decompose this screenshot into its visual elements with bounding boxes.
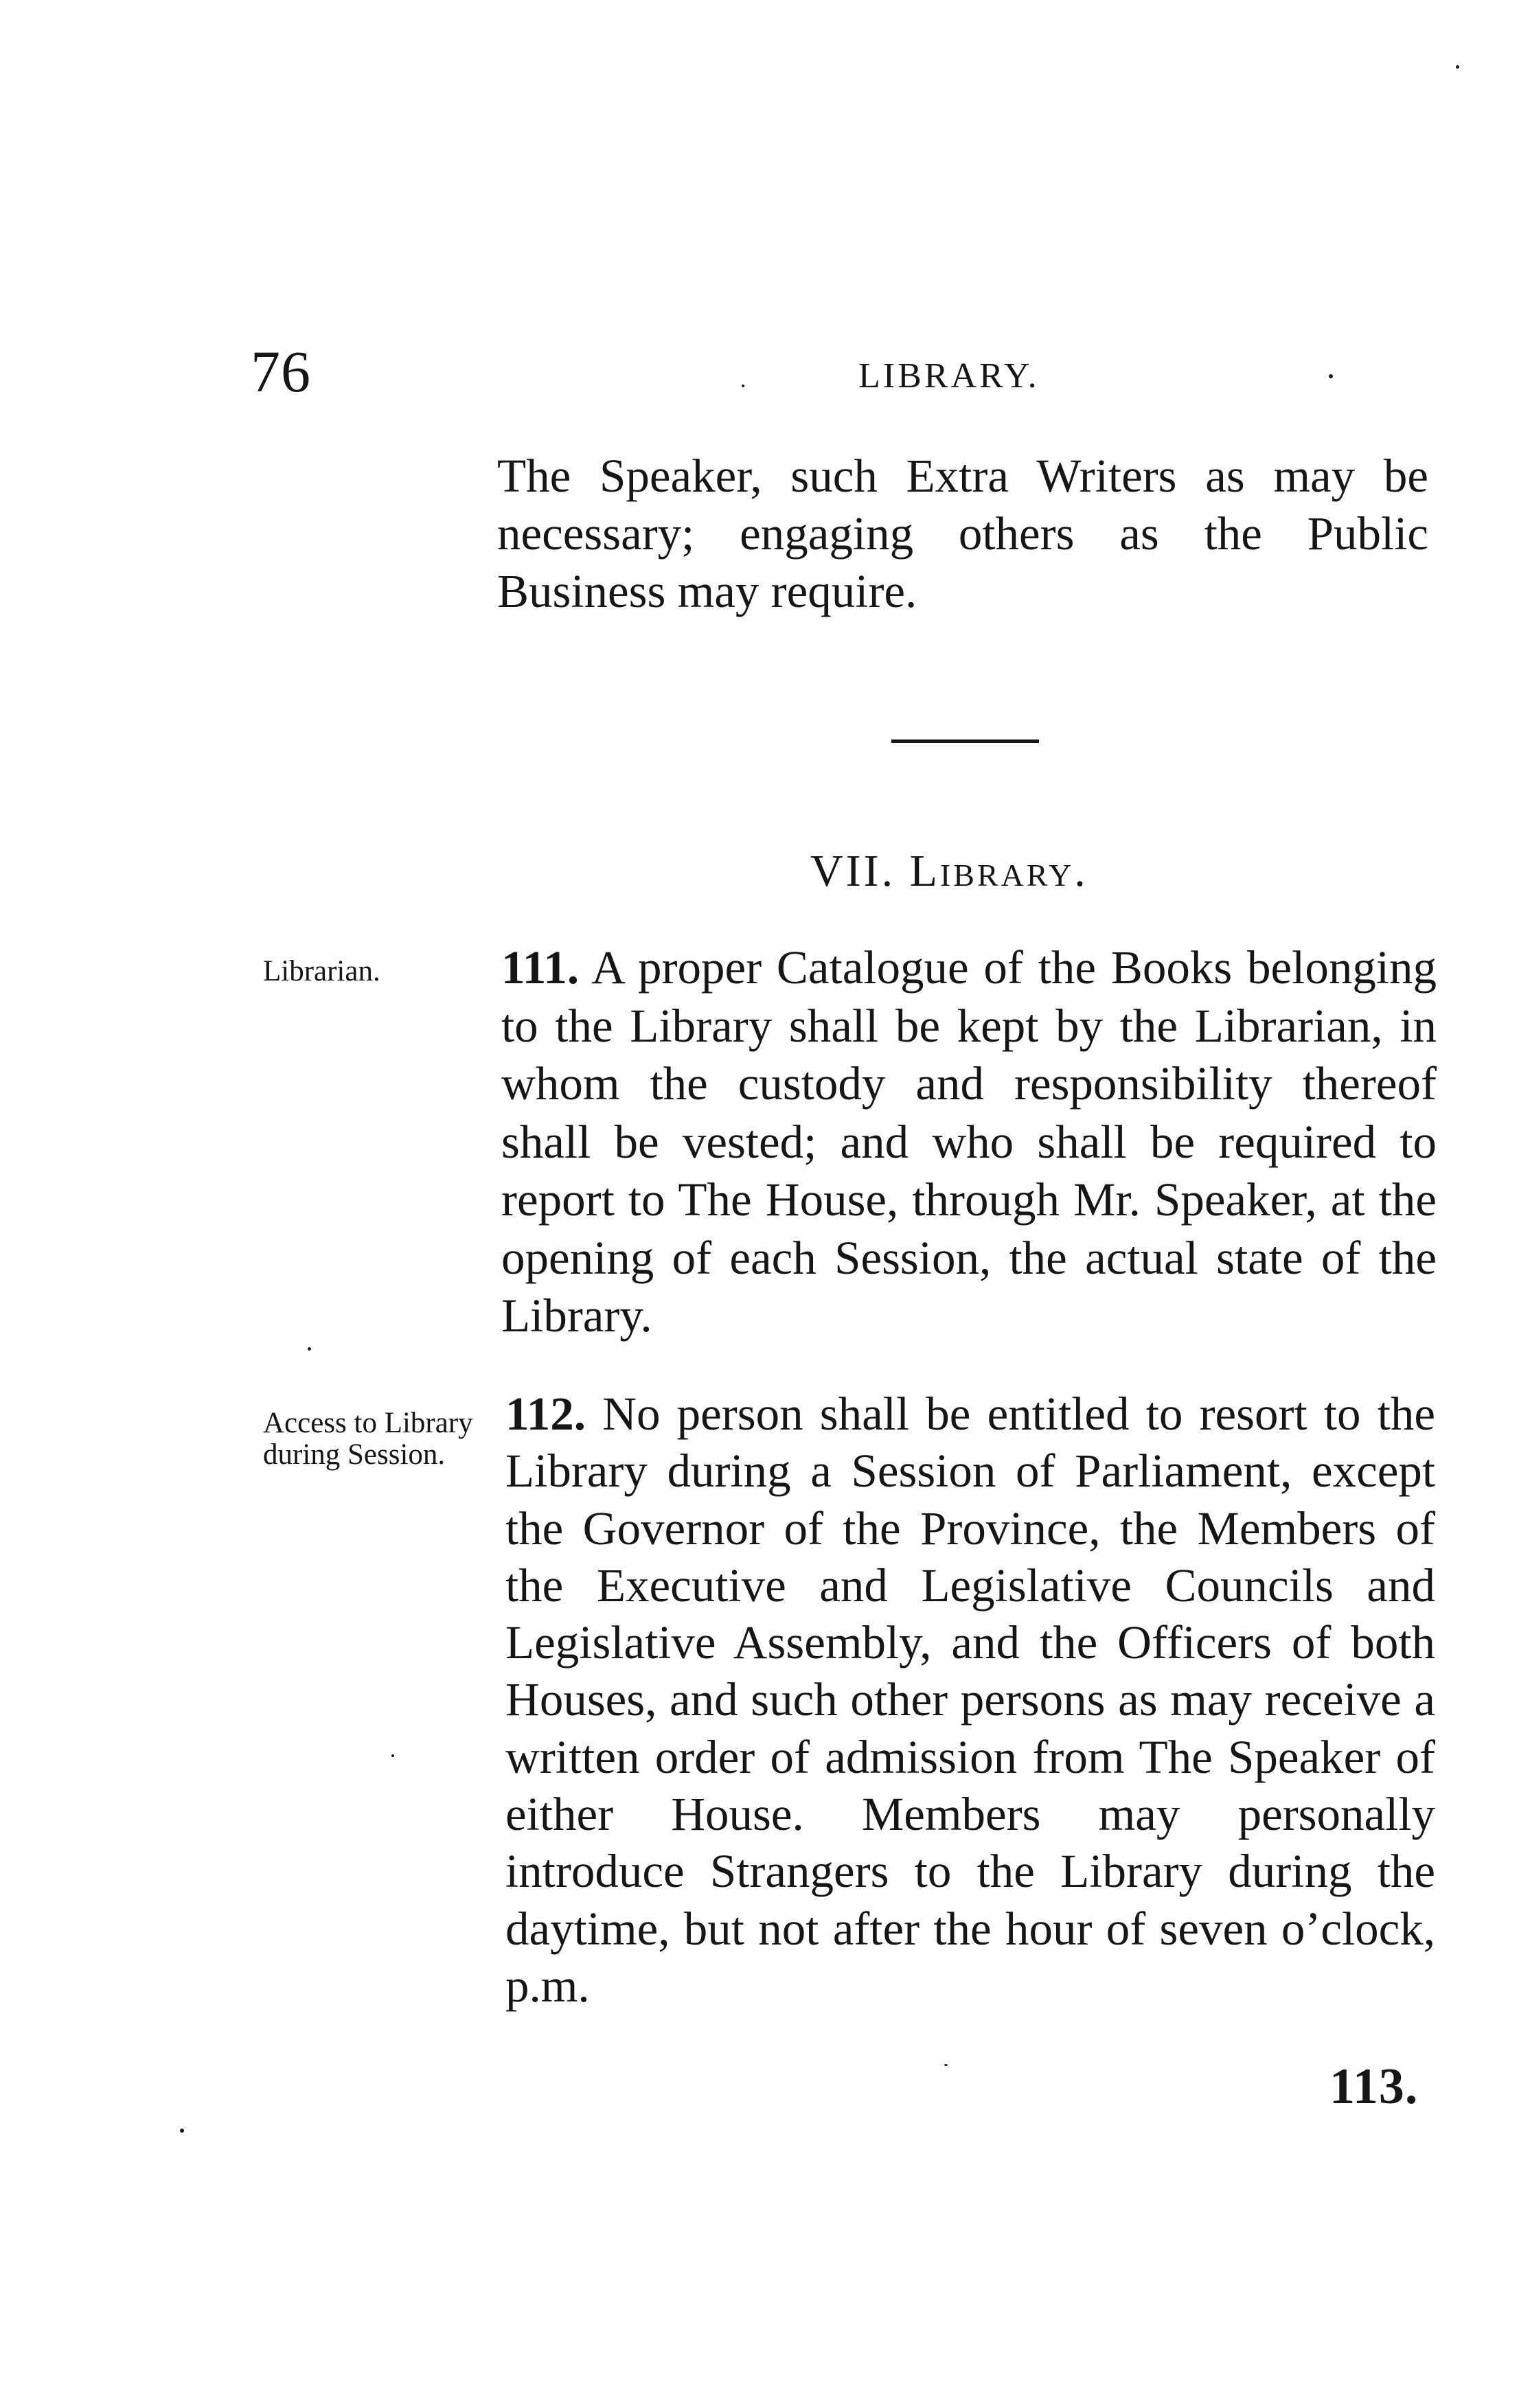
scan-speck xyxy=(944,2064,948,2066)
catchword: 113. xyxy=(1329,2059,1419,2115)
rule-number: 112. xyxy=(505,1388,586,1440)
rule-text: A proper Catalogue of the Books belonging to the Library shall be kept by the Librarian, in whom the custody and responsibility thereof shall be vested; and who shall be required to report to The House, through Mr. Speaker, at the opening of each Session, the actual state of the Library. xyxy=(501,941,1437,1342)
rule-111 xyxy=(501,939,1437,1345)
scan-speck xyxy=(391,1754,394,1757)
side-note-access-text: Access to Library during Session. xyxy=(263,1407,473,1471)
side-note-librarian: Librarian. xyxy=(263,955,380,987)
section-divider xyxy=(891,739,1039,743)
running-title: LIBRARY. xyxy=(858,356,1040,395)
page-number: 76 xyxy=(251,339,311,404)
scan-speck xyxy=(308,1347,311,1351)
scan-speck xyxy=(180,2129,184,2133)
scan-speck xyxy=(1456,65,1459,69)
side-note-access xyxy=(263,1408,490,1471)
rule-number: 111. xyxy=(501,941,580,994)
section-heading: VII. Library. xyxy=(810,846,1088,896)
scan-speck xyxy=(1329,374,1333,378)
rule-text: No person shall be entitled to resort to the Library during a Session of Parliament, except the Governor of the Province, the Members of the Executive and Legislative Councils and Legislative Assembly, and the Officers of both Houses, and such other persons as may receive a written order of admission from The Speaker of either House. Members may personally introduce Strangers to the Library during the daytime, but not after the hour of seven o’clock, p.m. xyxy=(505,1388,1435,2012)
intro-paragraph: The Speaker, such Extra Writers as may be necessary; engaging others as the Public Business may require. xyxy=(497,450,1428,617)
scan-speck xyxy=(742,385,744,387)
rule-112 xyxy=(505,1386,1435,2015)
